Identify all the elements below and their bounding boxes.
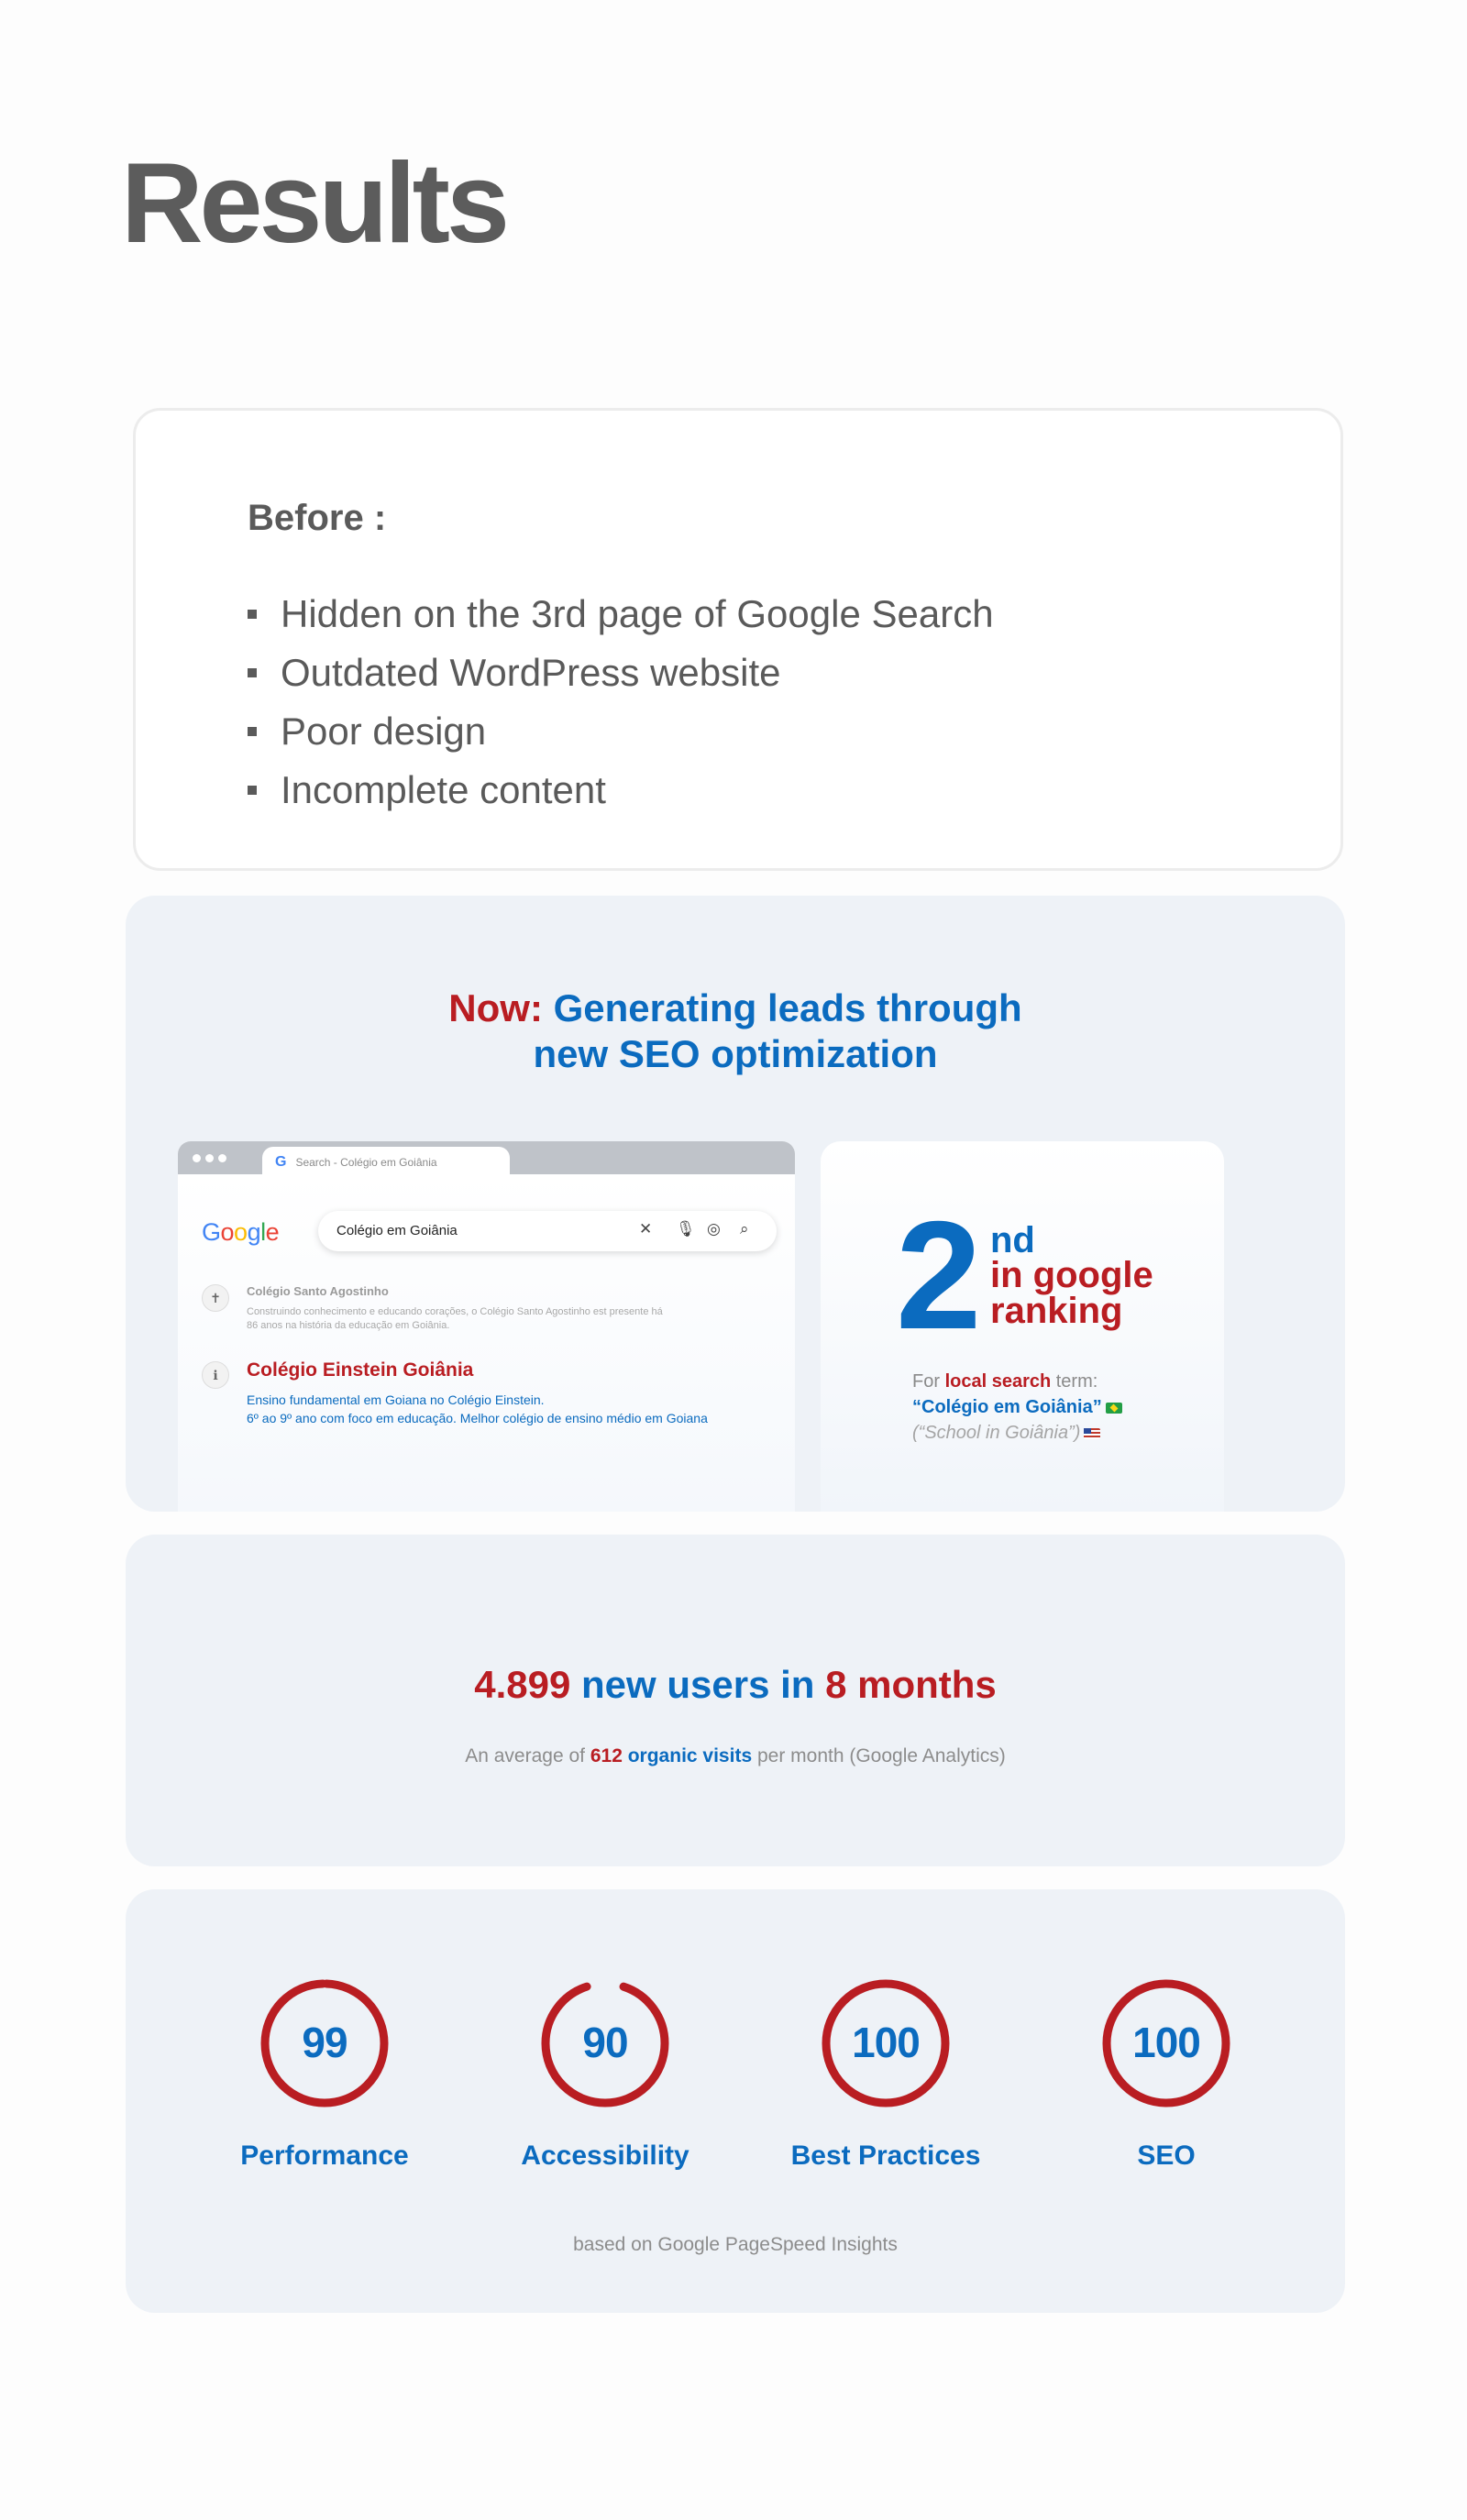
score-best-practices — [776, 1975, 996, 2172]
page-title: Results — [121, 140, 506, 267]
list-item: Outdated WordPress website — [248, 644, 994, 702]
search-term: For local search term: “Colégio em Goiânia” (“School in Goiânia”) — [912, 1369, 1122, 1446]
scores-card — [126, 1889, 1345, 2313]
score-label: SEO — [1137, 2140, 1196, 2171]
google-g-icon: G — [275, 1154, 287, 1170]
browser-tab[interactable]: G Search - Colégio em Goiânia — [262, 1147, 510, 1178]
scores-note: based on Google PageSpeed Insights — [573, 2234, 898, 2255]
before-card — [133, 408, 1343, 871]
browser-titlebar — [178, 1141, 795, 1174]
result-snippet: Construindo conhecimento e educando corações, o Colégio Santo Agostinho est presente há 86 anos na história da educação em Goiânia. — [247, 1306, 663, 1331]
bullet-icon — [248, 610, 257, 619]
browser-mockup — [178, 1141, 795, 1512]
brazil-flag-icon — [1106, 1403, 1122, 1414]
now-card — [126, 896, 1345, 1512]
list-item: Hidden on the 3rd page of Google Search — [248, 585, 994, 644]
ranking-number: 2 — [896, 1189, 976, 1361]
bullet-icon — [248, 786, 257, 795]
score-seo — [1056, 1975, 1276, 2172]
google-logo: Google — [202, 1218, 280, 1246]
result-title[interactable]: Colégio Einstein Goiânia — [247, 1359, 474, 1381]
score-value: 100 — [852, 2019, 920, 2066]
microphone-icon[interactable]: 🎙 — [676, 1220, 696, 1238]
search-input[interactable]: Colégio em Goiânia ✕ 🎙 ◎ ⌕ — [318, 1211, 777, 1251]
result-title[interactable]: Colégio Santo Agostinho — [247, 1284, 389, 1298]
score-value: 100 — [1132, 2019, 1200, 2066]
before-title: Before : — [248, 498, 387, 538]
score-label: Performance — [240, 2140, 409, 2171]
search-icon[interactable]: ⌕ — [740, 1220, 749, 1238]
ranking-suffix: nd — [990, 1220, 1035, 1260]
score-label: Best Practices — [790, 2140, 981, 2171]
users-card — [126, 1535, 1345, 1866]
bullet-icon — [248, 727, 257, 736]
einstein-logo-icon: ℹ — [202, 1361, 229, 1389]
camera-icon[interactable]: ◎ — [707, 1220, 721, 1238]
score-accessibility — [495, 1975, 715, 2172]
now-title: Now: Generating leads through new SEO optimization — [448, 986, 1022, 1075]
window-dots-icon — [193, 1154, 226, 1162]
school-logo-icon: ✝ — [202, 1284, 229, 1312]
ranking-line1: in google — [990, 1255, 1153, 1295]
score-value: 90 — [582, 2019, 628, 2066]
result-snippet: Ensino fundamental em Goiana no Colégio Einstein. 6º ao 9º ano com foco em educação. Melhor colégio de ensino médio em Goiana — [247, 1392, 708, 1425]
list-item: Incomplete content — [248, 761, 994, 820]
list-item: Poor design — [248, 702, 994, 761]
ranking-card — [821, 1141, 1224, 1512]
us-flag-icon — [1084, 1428, 1100, 1439]
bullet-icon — [248, 668, 257, 677]
close-icon[interactable]: ✕ — [639, 1220, 653, 1238]
ranking-line2: ranking — [990, 1291, 1123, 1331]
score-value: 99 — [302, 2019, 347, 2066]
search-results-page — [178, 1174, 795, 1512]
before-list — [248, 585, 994, 820]
score-performance — [215, 1975, 435, 2172]
score-label: Accessibility — [521, 2140, 689, 2171]
users-subtitle: An average of 612 organic visits per month (Google Analytics) — [465, 1745, 1006, 1766]
users-headline: 4.899 new users in 8 months — [474, 1663, 997, 1706]
